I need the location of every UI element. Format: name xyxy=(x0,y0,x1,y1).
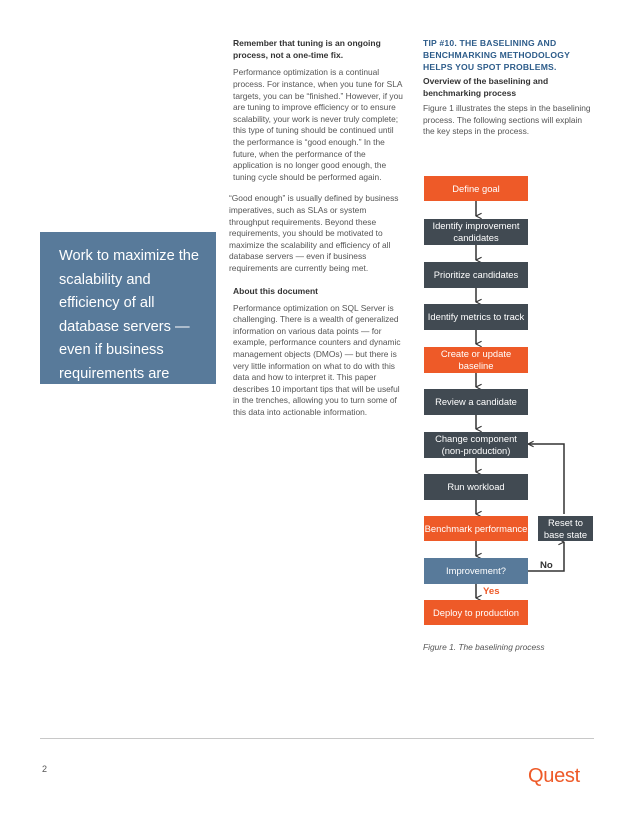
figure-caption: Figure 1. The baselining process xyxy=(423,642,545,652)
overview-heading: Overview of the baselining and benchmarking process xyxy=(423,76,549,99)
tuning-heading: Remember that tuning is an ongoing process, not a one-time fix. xyxy=(233,38,381,61)
step-run-workload: Run workload xyxy=(424,474,528,500)
page-number: 2 xyxy=(42,764,48,774)
about-paragraph: Performance optimization on SQL Server is challenging. There is a wealth of generalized information on various data points — for example, performance counters and dynamic management objects (DMOs) — but there is very little information on what to do with this data and how to interpret it. This paper describes 10 important tips that will be useful in the trenches, allowing you to turn some of this data into actionable information. xyxy=(233,302,401,418)
figure-intro: Figure 1 illustrates the steps in the baselining process. The following sections will explain the key steps in the process. xyxy=(423,103,591,137)
no-label: No xyxy=(540,560,553,571)
step-identify-improvement-candidates: Identify improvement candidates xyxy=(424,219,528,245)
tip-heading: TIP #10. THE BASELINING AND BENCHMARKING METHODOLOGY HELPS YOU SPOT PROBLEMS. xyxy=(423,38,570,73)
step-create-update-baseline: Create or update baseline xyxy=(424,347,528,373)
quest-logo: Quest xyxy=(528,765,580,787)
arrow-loop xyxy=(528,444,564,514)
good-enough-paragraph: “Good enough” is usually defined by business imperatives, such as SLAs or system throughput requirements. Beyond these requirements, you should be motivated to maximize the scalability and efficiency of all database servers — even if business requirements are currently being met. xyxy=(229,193,399,273)
step-review-candidate: Review a candidate xyxy=(424,389,528,415)
step-identify-metrics: Identify metrics to track xyxy=(424,304,528,330)
pull-quote-text: Work to maximize the scalability and efficiency of all database servers — even if business requirements are currently being met. xyxy=(59,248,200,406)
step-reset-to-base-state: Reset to base state xyxy=(538,516,593,541)
step-improvement-decision: Improvement? xyxy=(424,558,528,584)
step-define-goal: Define goal xyxy=(424,176,528,201)
tuning-paragraph: Performance optimization is a continual process. For instance, when you tune for SLA targets, you can be “finished.” However, if you are tuning to improve efficiency or to ensure scalability, your work is never truly complete; this type of tuning should be continued until the performance is “good enough.” In the future, when the performance of the application is no longer good enough, the tuning cycle should be performed again. xyxy=(233,67,403,182)
step-prioritize-candidates: Prioritize candidates xyxy=(424,262,528,288)
step-change-component: Change component (non-production) xyxy=(424,432,528,458)
step-benchmark-performance: Benchmark performance xyxy=(424,516,528,541)
footer-divider xyxy=(40,738,594,739)
yes-label: Yes xyxy=(483,586,500,597)
about-heading: About this document xyxy=(233,285,318,296)
step-deploy-to-production: Deploy to production xyxy=(424,600,528,625)
